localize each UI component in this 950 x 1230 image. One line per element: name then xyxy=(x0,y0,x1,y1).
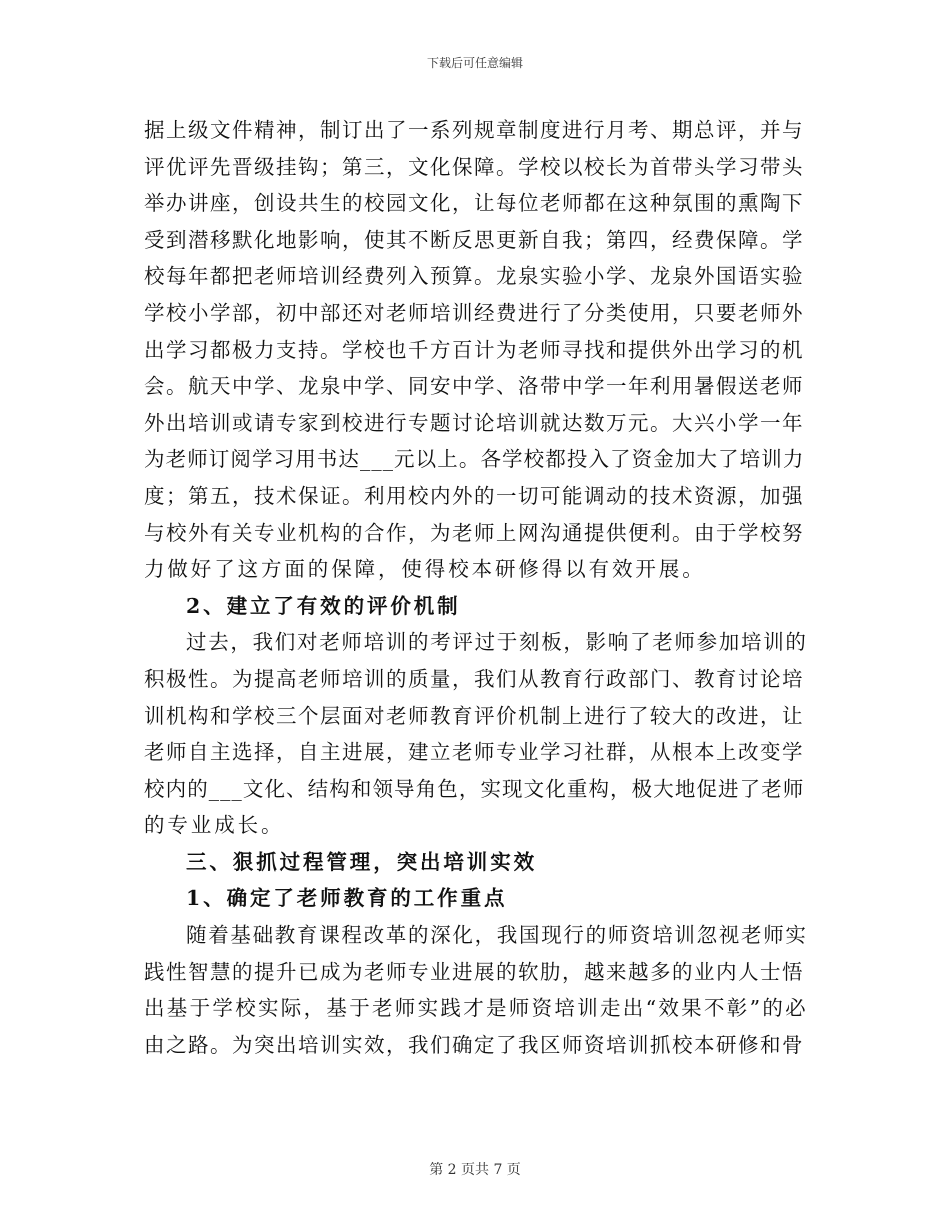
text-line: 受到潜移默化地影响，使其不断反思更新自我；第四，经费保障。学 xyxy=(144,227,804,252)
text-line: 训机构和学校三个层面对老师教育评价机制上进行了较大的改进，让 xyxy=(144,703,804,728)
text-line: 由之路。为突出培训实效，我们确定了我区师资培训抓校本研修和骨 xyxy=(144,1032,804,1057)
paragraph-first-line: 过去，我们对老师培训的考评过于刻板，影响了老师参加培训的 xyxy=(186,630,808,655)
paragraph-first-line: 随着基础教育课程改革的深化，我国现行的师资培训忽视老师实 xyxy=(186,923,808,948)
text-line: 与校外有关专业机构的合作，为老师上网沟通提供便利。由于学校努 xyxy=(144,520,804,545)
text-line: 举办讲座，创设共生的校园文化，让每位老师都在这种氛围的熏陶下 xyxy=(144,191,804,216)
text-line: 践性智慧的提升已成为老师专业进展的软肋，越来越多的业内人士悟 xyxy=(144,959,804,984)
text-line: 评优评先晋级挂钩；第三，文化保障。学校以校长为首带头学习带头 xyxy=(144,154,804,179)
text-line: 据上级文件精神，制订出了一系列规章制度进行月考、期总评，并与 xyxy=(144,118,804,142)
text-line: 力做好了这方面的保障，使得校本研修得以有效开展。 xyxy=(144,557,706,582)
section-heading: 2、建立了有效的评价机制 xyxy=(186,593,461,618)
text-line: 出基于学校实际，基于老师实践才是师资培训走出“效果不彰”的必 xyxy=(144,996,808,1021)
subsection-heading: 1、确定了老师教育的工作重点 xyxy=(186,886,508,911)
text-line: 的专业成长。 xyxy=(144,813,285,838)
text-line: 出学习都极力支持。学校也千方百计为老师寻找和提供外出学习的机 xyxy=(144,337,804,362)
text-line: 度；第五，技术保证。利用校内外的一切可能调动的技术资源，加强 xyxy=(144,483,804,508)
document-body xyxy=(144,112,808,1063)
text-line: 学校小学部，初中部还对老师培训经费进行了分类使用，只要老师外 xyxy=(144,300,804,325)
page-header: 下载后可任意编辑 xyxy=(426,56,523,70)
text-line: 校每年都把老师培训经费列入预算。龙泉实验小学、龙泉外国语实验 xyxy=(144,264,804,289)
page-number: 第 2 页共 7 页 xyxy=(429,1162,521,1178)
text-line: 积极性。为提高老师培训的质量，我们从教育行政部门、教育讨论培 xyxy=(144,666,804,691)
text-line: 为老师订阅学习用书达___元以上。各学校都投入了资金加大了培训力 xyxy=(144,447,805,472)
text-line: 校内的___文化、结构和领导角色，实现文化重构，极大地促进了老师 xyxy=(144,776,805,801)
section-heading: 三、狠抓过程管理，突出培训实效 xyxy=(186,849,537,874)
text-line: 老师自主选择，自主进展，建立老师专业学习社群，从根本上改变学 xyxy=(144,740,804,765)
text-line: 外出培训或请专家到校进行专题讨论培训就达数万元。大兴小学一年 xyxy=(144,410,804,435)
text-line: 会。航天中学、龙泉中学、同安中学、洛带中学一年利用暑假送老师 xyxy=(144,374,804,399)
